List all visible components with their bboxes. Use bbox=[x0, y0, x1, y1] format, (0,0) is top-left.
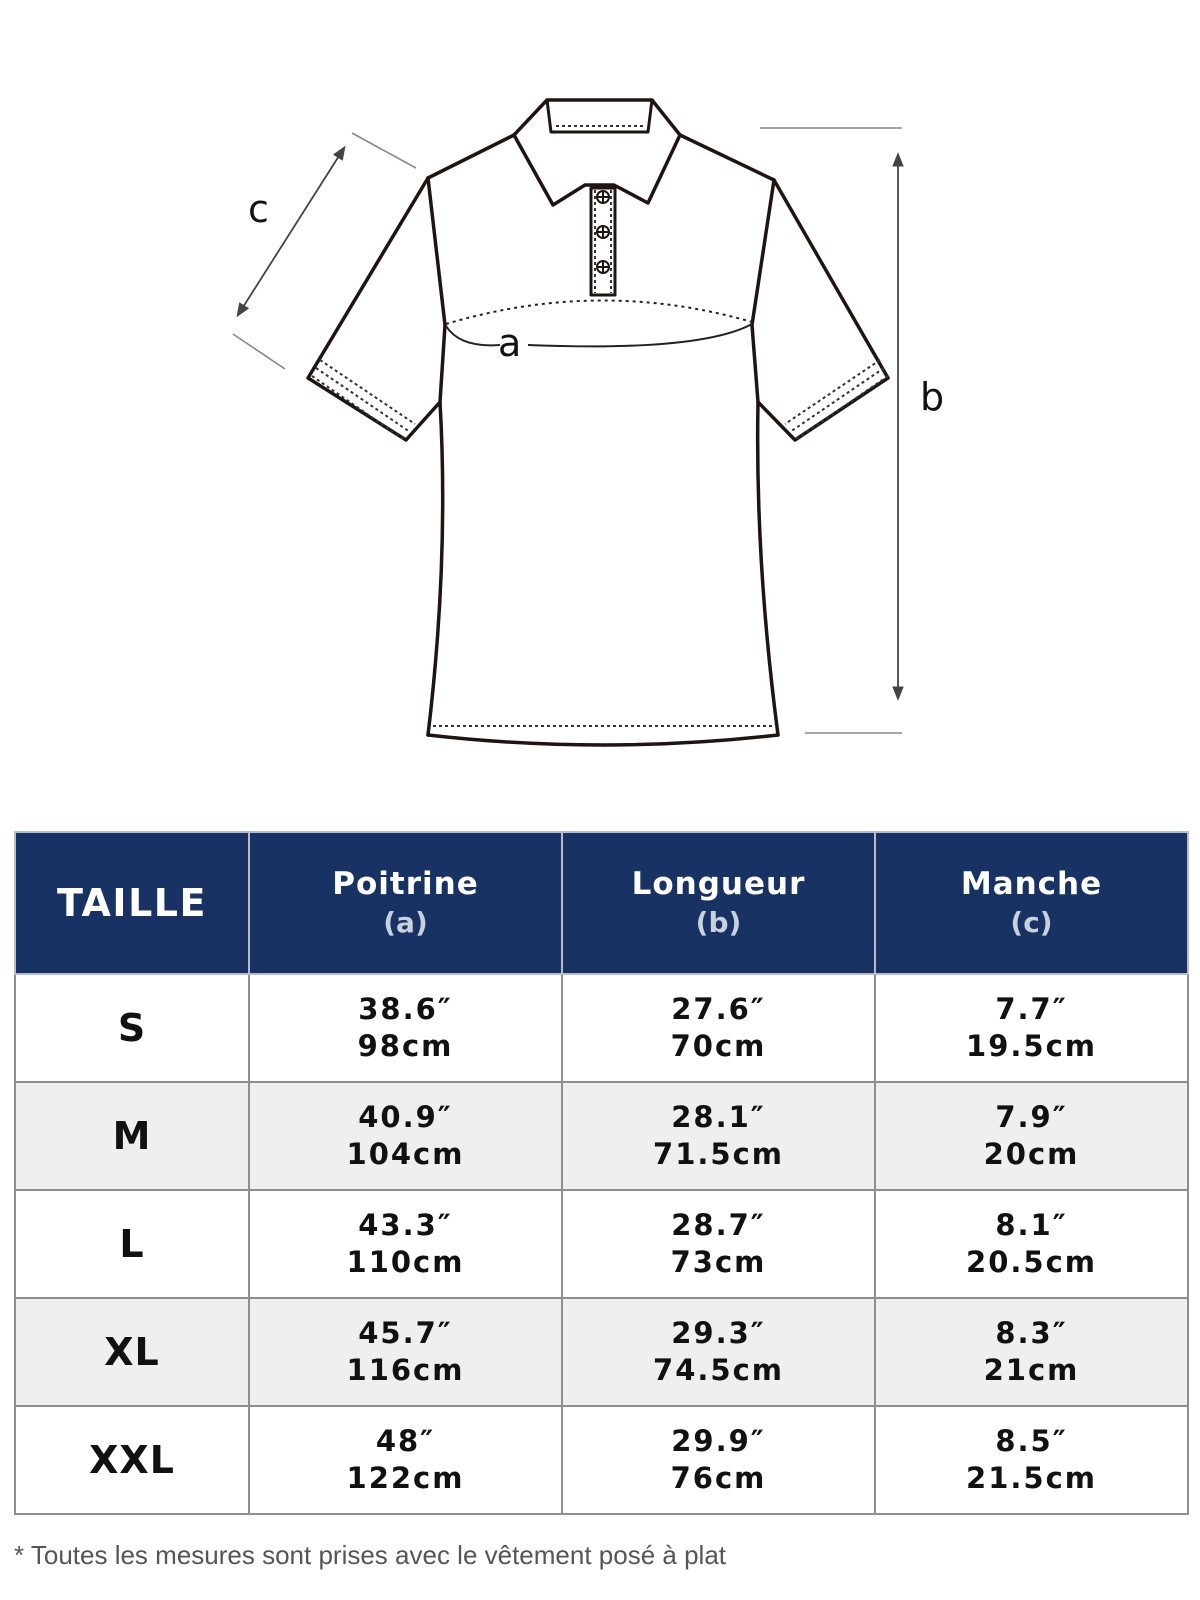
length-cell: 28.1″ 71.5cm bbox=[562, 1082, 875, 1190]
label-a: a bbox=[498, 321, 522, 365]
header-poitrine bbox=[249, 832, 562, 974]
measurement-footnote: * Toutes les mesures sont prises avec le vêtement posé à plat bbox=[14, 1540, 727, 1570]
chest-cell: 45.7″ 116cm bbox=[249, 1298, 562, 1406]
chest-cell: 38.6″ 98cm bbox=[249, 974, 562, 1082]
sleeve-cell: 8.5″ 21.5cm bbox=[875, 1406, 1188, 1514]
size-chart-table bbox=[14, 831, 1189, 1515]
chest-measure bbox=[446, 300, 752, 346]
header-taille: TAILLE bbox=[15, 832, 249, 974]
size-cell: XL bbox=[15, 1298, 249, 1406]
polo-shirt-diagram bbox=[0, 0, 1200, 790]
header-longueur-letter: (b) bbox=[695, 906, 742, 939]
label-c: c bbox=[248, 187, 269, 231]
header-manche bbox=[875, 832, 1188, 974]
header-manche-letter: (c) bbox=[1010, 906, 1053, 939]
label-b: b bbox=[920, 375, 945, 419]
size-cell: XXL bbox=[15, 1406, 249, 1514]
length-cell: 27.6″ 70cm bbox=[562, 974, 875, 1082]
header-poitrine-letter: (a) bbox=[383, 906, 428, 939]
length-cell: 28.7″ 73cm bbox=[562, 1190, 875, 1298]
sleeve-cell: 8.1″ 20.5cm bbox=[875, 1190, 1188, 1298]
size-cell: M bbox=[15, 1082, 249, 1190]
header-longueur-name: Longueur bbox=[631, 866, 806, 902]
sleeve-cell: 8.3″ 21cm bbox=[875, 1298, 1188, 1406]
size-cell: S bbox=[15, 974, 249, 1082]
chest-cell: 48″ 122cm bbox=[249, 1406, 562, 1514]
table-row bbox=[15, 1406, 1188, 1514]
table-row bbox=[15, 974, 1188, 1082]
chest-cell: 43.3″ 110cm bbox=[249, 1190, 562, 1298]
size-cell: L bbox=[15, 1190, 249, 1298]
table-row bbox=[15, 1190, 1188, 1298]
chest-cell: 40.9″ 104cm bbox=[249, 1082, 562, 1190]
header-row bbox=[15, 832, 1188, 974]
header-manche-name: Manche bbox=[960, 866, 1103, 902]
length-cell: 29.3″ 74.5cm bbox=[562, 1298, 875, 1406]
sleeve-cell: 7.9″ 20cm bbox=[875, 1082, 1188, 1190]
sleeve-cell: 7.7″ 19.5cm bbox=[875, 974, 1188, 1082]
header-longueur bbox=[562, 832, 875, 974]
table-row bbox=[15, 1298, 1188, 1406]
header-poitrine-name: Poitrine bbox=[332, 866, 479, 902]
table-row bbox=[15, 1082, 1188, 1190]
length-cell: 29.9″ 76cm bbox=[562, 1406, 875, 1514]
